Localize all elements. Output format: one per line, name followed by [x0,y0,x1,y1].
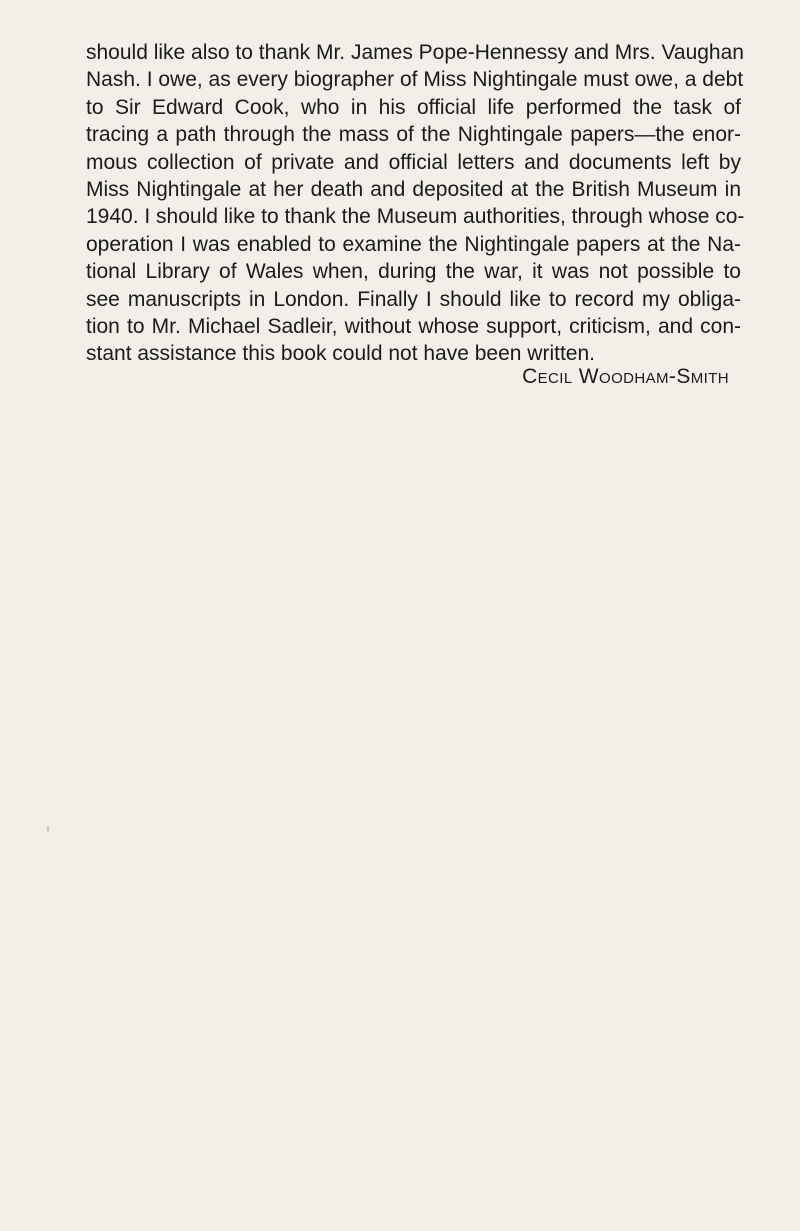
text-line: operation I was enabled to examine the Nightingale papers at the Na- [86,232,741,256]
text-line: should like also to thank Mr. James Pope-Hennessy and Mrs. Vaughan [86,41,744,64]
acknowledgement-paragraph [86,39,745,368]
text-line: tional Library of Wales when, during the war, it was not possible to [86,260,741,284]
text-line: tion to Mr. Michael Sadleir, without whose support, criticism, and con- [86,314,741,338]
text-line: see manuscripts in London. Finally I should like to record my obliga- [86,287,741,311]
paper-speck [47,826,49,832]
text-line: stant assistance this book could not have been written. [86,342,595,366]
text-line: Nash. I owe, as every biographer of Miss Nightingale must owe, a debt [86,68,744,92]
text-line: to Sir Edward Cook, who in his official life performed the task of [86,95,741,119]
author-signature: Cecil Woodham-Smith [522,365,729,388]
text-line: 1940. I should like to thank the Museum authorities, through whose co- [86,205,745,229]
text-line: mous collection of private and official letters and documents left by [86,150,741,174]
text-line: tracing a path through the mass of the Nightingale papers—the enor- [86,123,741,147]
text-line: Miss Nightingale at her death and deposited at the British Museum in [86,177,741,201]
